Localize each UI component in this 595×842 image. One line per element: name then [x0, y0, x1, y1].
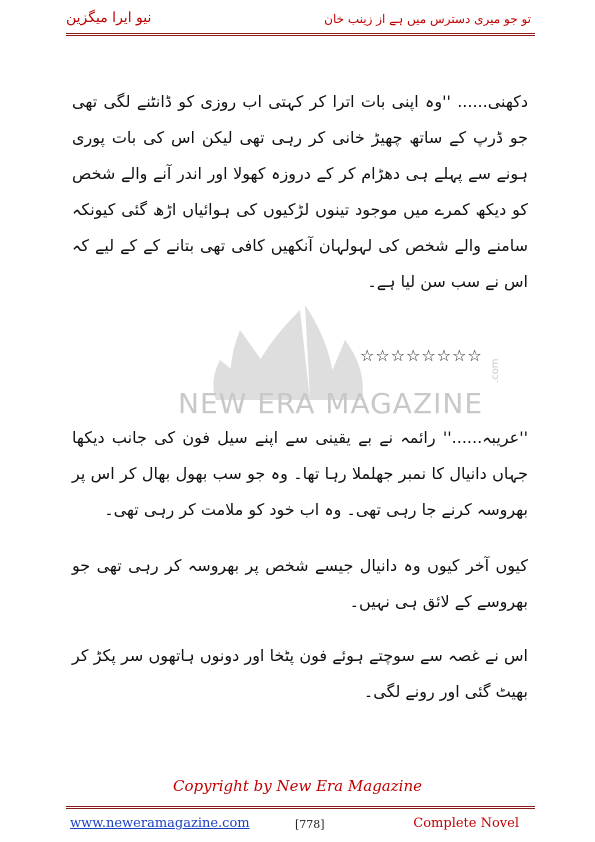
- paragraph-text: دکھنی...... ''وہ اپنی بات اترا کر کہتی اب روزی کو ڈانٹنے لگی تھی جو ڈرپ کے ساتھ چھیڑ خانی کر رہی تھی لیکن اس کی بات پوری ہونے سے پہلے ہی دھڑام کر کے دروزہ کھولا اور اندر آنے والے شخص کو دیکھ کمرے میں موجود تینوں لڑکیوں کی ہوائیاں اڑھ گئی کیونکہ سامنے والے شخص کی لہولہان آنکھیں کافی تھی بتانے کے کے لیے کہ اس نے سب سن لیا ہے۔: [72, 92, 528, 291]
- body-paragraph-2: [72, 420, 528, 528]
- magazine-name: نیو ایرا میگزین: [66, 10, 152, 26]
- footer-divider: [66, 806, 535, 809]
- section-separator: ☆☆☆☆☆☆☆☆: [360, 346, 483, 365]
- novel-label: Complete Novel: [413, 816, 519, 831]
- copyright-notice: Copyright by New Era Magazine: [173, 777, 422, 795]
- paragraph-text: ''عریبہ......'' رائمہ نے بے یقینی سے اپنے سیل فون کی جانب دیکھا جہاں دانیال کا نمبر جھلملا رہا تھا۔ وہ جو سب بھول بھال کر اس پر بھروسہ کرنے جا رہی تھی۔ وہ اب خود کو ملامت کر رہی تھی۔: [72, 428, 528, 519]
- paragraph-text: کیوں آخر کیوں وہ دانیال جیسے شخص پر بھروسہ کر رہی تھی جو بھروسے کے لائق ہی نہیں۔: [72, 556, 528, 611]
- watermark-suffix: .com: [490, 358, 501, 383]
- body-paragraph-3: [72, 548, 528, 620]
- watermark-text: NEW ERA MAGAZINE: [178, 387, 484, 420]
- body-paragraph-1: [72, 84, 528, 300]
- page-number: [778]: [295, 818, 325, 831]
- paragraph-text: اس نے غصہ سے سوچتے ہوئے فون پٹخا اور دونوں ہاتھوں سر پکڑ کر بھیٹ گئی اور رونے لگی۔: [72, 646, 529, 701]
- header-divider: [66, 33, 535, 36]
- chapter-title: تو جو میری دسترس میں ہے از زینب خان: [324, 12, 531, 26]
- body-paragraph-4: [72, 638, 528, 710]
- website-link[interactable]: www.neweramagazine.com: [70, 816, 250, 831]
